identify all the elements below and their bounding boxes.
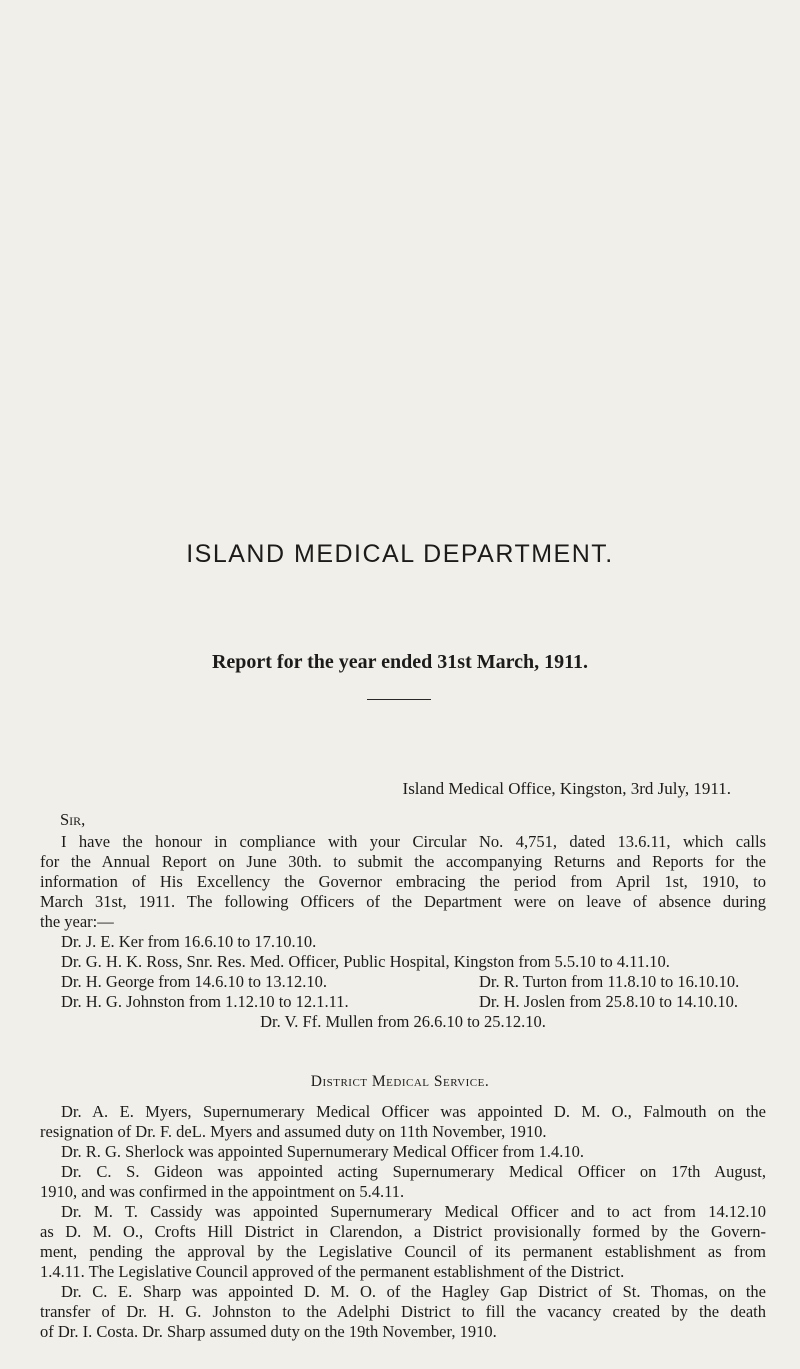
leave-entry: Dr. J. E. Ker from 16.6.10 to 17.10.10.: [61, 932, 317, 951]
intro-line: I have the honour in compliance with your Circular No. 4,751, dated 13.6.11, which calls: [61, 832, 766, 851]
district-line: of Dr. I. Costa. Dr. Sharp assumed duty on the 19th November, 1910.: [40, 1322, 497, 1341]
leave-entry-pair: [40, 992, 766, 1012]
district-line: 1.4.11. The Legislative Council approved of the permanent establishment of the District.: [40, 1262, 625, 1281]
district-line: transfer of Dr. H. G. Johnston to the Adelphi District to fill the vacancy created by the death: [40, 1302, 766, 1321]
district-line: ment, pending the approval by the Legislative Council of its permanent establishment as from: [40, 1242, 766, 1261]
leave-entry: Dr. G. H. K. Ross, Snr. Res. Med. Officer, Public Hospital, Kingston from 5.5.10 to 4.11.10.: [61, 952, 670, 971]
report-subtitle: Report for the year ended 31st March, 1911.: [211, 651, 589, 673]
district-line: Dr. R. G. Sherlock was appointed Supernumerary Medical Officer from 1.4.10.: [61, 1142, 584, 1161]
leave-entry: Dr. V. Ff. Mullen from 26.6.10 to 25.12.10.: [260, 1012, 546, 1031]
district-line: Dr. C. E. Sharp was appointed D. M. O. of the Hagley Gap District of St. Thomas, on the: [61, 1282, 766, 1301]
dateline: Island Medical Office, Kingston, 3rd July, 1911.: [402, 779, 731, 798]
intro-line: the year:—: [40, 912, 114, 931]
salutation: Sir,: [60, 810, 86, 829]
intro-line: information of His Excellency the Governor embracing the period from April 1st, 1910, to: [40, 872, 766, 891]
leave-entry: Dr. H. Joslen from 25.8.10 to 14.10.10.: [479, 992, 738, 1011]
leave-entry: Dr. R. Turton from 11.8.10 to 16.10.10.: [479, 972, 740, 991]
district-line: Dr. C. S. Gideon was appointed acting Supernumerary Medical Officer on 17th August,: [61, 1162, 766, 1181]
document-title: ISLAND MEDICAL DEPARTMENT.: [186, 540, 614, 568]
leave-entry: Dr. H. George from 14.6.10 to 13.12.10.: [61, 972, 327, 991]
district-line: as D. M. O., Crofts Hill District in Clarendon, a District provisionally formed by the Govern-: [40, 1222, 766, 1241]
leave-entry: Dr. H. G. Johnston from 1.12.10 to 12.1.11.: [61, 992, 349, 1011]
intro-line: March 31st, 1911. The following Officers of the Department were on leave of absence during: [40, 892, 766, 911]
district-paragraphs: [40, 1102, 766, 1342]
divider-rule: [367, 699, 431, 700]
leave-list: [40, 932, 766, 1032]
section-heading: District Medical Service.: [310, 1073, 490, 1090]
intro-line: for the Annual Report on June 30th. to submit the accompanying Returns and Reports for the: [40, 852, 766, 871]
district-line: resignation of Dr. F. deL. Myers and assumed duty on 11th November, 1910.: [40, 1122, 547, 1141]
district-line: Dr. A. E. Myers, Supernumerary Medical Officer was appointed D. M. O., Falmouth on the: [61, 1102, 766, 1121]
leave-entry-pair: [40, 972, 766, 992]
district-line: Dr. M. T. Cassidy was appointed Supernumerary Medical Officer and to act from 14.12.10: [61, 1202, 766, 1221]
intro-paragraph: [40, 832, 766, 932]
district-line: 1910, and was confirmed in the appointment on 5.4.11.: [40, 1182, 405, 1201]
